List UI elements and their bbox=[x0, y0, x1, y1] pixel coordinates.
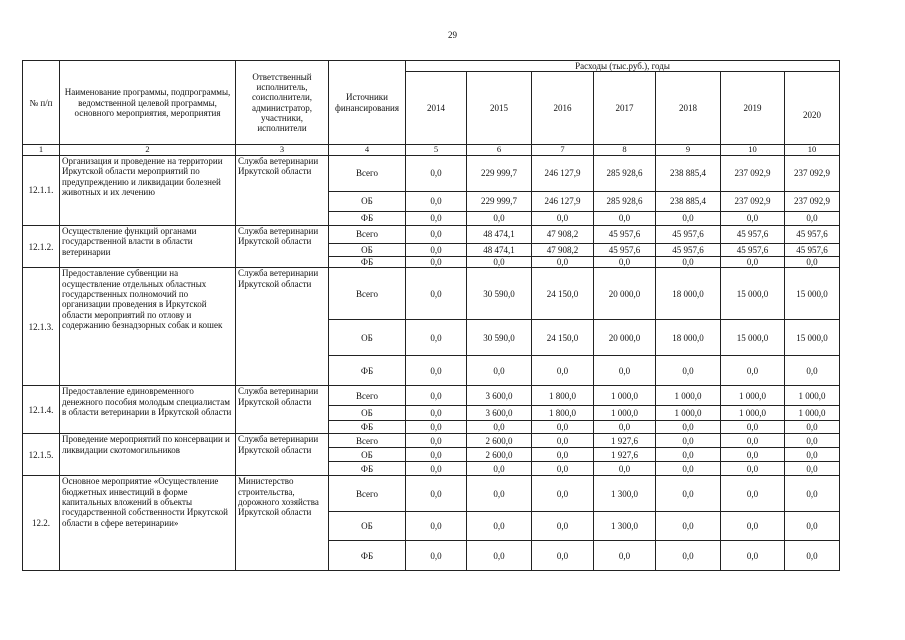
funding-source: Всего bbox=[329, 434, 406, 448]
expense-value: 1 000,0 bbox=[721, 406, 785, 421]
column-number-row bbox=[23, 145, 840, 156]
expense-value: 246 127,9 bbox=[532, 192, 594, 212]
expense-value: 0,0 bbox=[721, 356, 785, 386]
responsible-executor: Служба ветеринарии Иркутской области bbox=[236, 434, 329, 476]
row-number: 12.2. bbox=[23, 476, 60, 571]
expense-value: 45 957,6 bbox=[656, 226, 721, 244]
funding-source: Всего bbox=[329, 156, 406, 192]
expense-value: 0,0 bbox=[406, 541, 467, 571]
expense-value: 15 000,0 bbox=[721, 320, 785, 356]
expense-value: 48 474,1 bbox=[467, 226, 532, 244]
expense-value: 0,0 bbox=[656, 541, 721, 571]
funding-source: ФБ bbox=[329, 541, 406, 571]
funding-source: ОБ bbox=[329, 192, 406, 212]
expense-value: 15 000,0 bbox=[785, 320, 840, 356]
expense-value: 0,0 bbox=[406, 257, 467, 268]
expense-value: 1 000,0 bbox=[656, 406, 721, 421]
expense-value: 45 957,6 bbox=[594, 244, 656, 257]
expense-value: 47 908,2 bbox=[532, 226, 594, 244]
expense-value: 0,0 bbox=[785, 257, 840, 268]
expense-value: 0,0 bbox=[467, 541, 532, 571]
row-number: 12.1.2. bbox=[23, 226, 60, 268]
expense-value: 0,0 bbox=[656, 212, 721, 226]
table-header bbox=[23, 61, 840, 156]
activity-name: Предоставление субвенции на осуществление отдельных областных государственных полномочий по организации проведения в Иркутской области мероприятий по отлову и содержанию безнадзорных собак и кошек bbox=[60, 268, 236, 386]
expense-value: 1 000,0 bbox=[721, 386, 785, 406]
expense-value: 237 092,9 bbox=[721, 192, 785, 212]
expense-value: 0,0 bbox=[785, 476, 840, 512]
expense-value: 0,0 bbox=[406, 356, 467, 386]
expense-value: 0,0 bbox=[406, 421, 467, 434]
expense-value: 1 000,0 bbox=[785, 386, 840, 406]
table-row bbox=[23, 476, 840, 512]
expense-value: 0,0 bbox=[594, 212, 656, 226]
funding-source: ФБ bbox=[329, 212, 406, 226]
expense-value: 0,0 bbox=[594, 421, 656, 434]
expense-value: 24 150,0 bbox=[532, 320, 594, 356]
header-responsible: Ответственный исполнитель, соисполнители, администратор, участники, исполнители bbox=[236, 61, 329, 145]
expense-value: 0,0 bbox=[785, 462, 840, 476]
expense-value: 0,0 bbox=[406, 320, 467, 356]
expense-value: 0,0 bbox=[721, 257, 785, 268]
funding-source: Всего bbox=[329, 476, 406, 512]
expense-value: 1 927,6 bbox=[594, 448, 656, 462]
expense-value: 3 600,0 bbox=[467, 386, 532, 406]
expense-value: 0,0 bbox=[594, 462, 656, 476]
header-name: Наименование программы, подпрограммы, ведомственной целевой программы, основного мероприятия, мероприятия bbox=[60, 61, 236, 145]
expense-value: 0,0 bbox=[785, 434, 840, 448]
expense-value: 47 908,2 bbox=[532, 244, 594, 257]
funding-source: Всего bbox=[329, 386, 406, 406]
header-year: 2016 bbox=[532, 72, 594, 145]
expense-value: 45 957,6 bbox=[785, 244, 840, 257]
column-number: 1 bbox=[23, 145, 60, 156]
expense-value: 0,0 bbox=[656, 434, 721, 448]
responsible-executor: Служба ветеринарии Иркутской области bbox=[236, 386, 329, 434]
expense-value: 0,0 bbox=[532, 434, 594, 448]
expense-value: 0,0 bbox=[406, 448, 467, 462]
expense-value: 0,0 bbox=[785, 356, 840, 386]
expense-value: 0,0 bbox=[785, 421, 840, 434]
header-num: № п/п bbox=[23, 61, 60, 145]
activity-name: Основное мероприятие «Осуществление бюджетных инвестиций в форме капитальных вложений в объекты государственной собственности Иркутской области в сфере ветеринарии» bbox=[60, 476, 236, 571]
expense-value: 0,0 bbox=[785, 212, 840, 226]
expense-value: 45 957,6 bbox=[594, 226, 656, 244]
expense-value: 1 800,0 bbox=[532, 406, 594, 421]
funding-source: ОБ bbox=[329, 406, 406, 421]
expense-value: 0,0 bbox=[467, 476, 532, 512]
expense-value: 0,0 bbox=[656, 421, 721, 434]
column-number: 4 bbox=[329, 145, 406, 156]
expense-value: 45 957,6 bbox=[721, 226, 785, 244]
responsible-executor: Служба ветеринарии Иркутской области bbox=[236, 156, 329, 226]
expense-value: 0,0 bbox=[406, 212, 467, 226]
expense-value: 0,0 bbox=[594, 257, 656, 268]
header-year: 2020 bbox=[785, 72, 840, 145]
expense-value: 0,0 bbox=[406, 434, 467, 448]
expense-value: 0,0 bbox=[721, 476, 785, 512]
expense-value: 0,0 bbox=[656, 462, 721, 476]
expense-value: 0,0 bbox=[406, 156, 467, 192]
expense-value: 20 000,0 bbox=[594, 268, 656, 320]
expense-value: 0,0 bbox=[467, 356, 532, 386]
expense-value: 0,0 bbox=[467, 512, 532, 541]
expense-value: 1 000,0 bbox=[785, 406, 840, 421]
expense-value: 229 999,7 bbox=[467, 156, 532, 192]
funding-source: ОБ bbox=[329, 244, 406, 257]
expense-value: 237 092,9 bbox=[785, 192, 840, 212]
header-expenses: Расходы (тыс.руб.), годы bbox=[406, 61, 840, 72]
expense-value: 0,0 bbox=[785, 541, 840, 571]
expense-value: 0,0 bbox=[406, 386, 467, 406]
expense-value: 0,0 bbox=[467, 212, 532, 226]
expense-value: 1 300,0 bbox=[594, 512, 656, 541]
expense-value: 0,0 bbox=[406, 406, 467, 421]
table-row bbox=[23, 156, 840, 192]
expense-value: 0,0 bbox=[721, 462, 785, 476]
expense-value: 0,0 bbox=[594, 356, 656, 386]
expense-value: 0,0 bbox=[656, 448, 721, 462]
table-row bbox=[23, 434, 840, 448]
activity-name: Проведение мероприятий по консервации и ликвидации скотомогильников bbox=[60, 434, 236, 476]
expense-value: 1 800,0 bbox=[532, 386, 594, 406]
funding-source: Всего bbox=[329, 226, 406, 244]
header-year: 2017 bbox=[594, 72, 656, 145]
expense-value: 30 590,0 bbox=[467, 268, 532, 320]
responsible-executor: Служба ветеринарии Иркутской области bbox=[236, 268, 329, 386]
funding-source: ОБ bbox=[329, 448, 406, 462]
expense-value: 18 000,0 bbox=[656, 268, 721, 320]
funding-source: Всего bbox=[329, 268, 406, 320]
expense-value: 0,0 bbox=[721, 448, 785, 462]
funding-source: ФБ bbox=[329, 421, 406, 434]
header-year: 2018 bbox=[656, 72, 721, 145]
page-number: 29 bbox=[448, 30, 457, 40]
column-number: 10 bbox=[721, 145, 785, 156]
activity-name: Предоставление единовременного денежного пособия молодым специалистам в области ветеринарии в Иркутской области bbox=[60, 386, 236, 434]
expense-value: 0,0 bbox=[532, 421, 594, 434]
responsible-executor: Министерство строительства, дорожного хозяйства Иркутской области bbox=[236, 476, 329, 571]
table-row bbox=[23, 226, 840, 244]
expense-value: 0,0 bbox=[656, 356, 721, 386]
column-number: 8 bbox=[594, 145, 656, 156]
funding-source: ФБ bbox=[329, 257, 406, 268]
expense-value: 0,0 bbox=[406, 512, 467, 541]
expense-value: 229 999,7 bbox=[467, 192, 532, 212]
expense-value: 0,0 bbox=[532, 257, 594, 268]
activity-name: Осуществление функций органами государственной власти в области ветеринарии bbox=[60, 226, 236, 268]
expense-value: 0,0 bbox=[532, 212, 594, 226]
column-number: 3 bbox=[236, 145, 329, 156]
expense-value: 0,0 bbox=[532, 541, 594, 571]
funding-source: ФБ bbox=[329, 462, 406, 476]
expense-value: 0,0 bbox=[406, 244, 467, 257]
expense-value: 0,0 bbox=[721, 434, 785, 448]
expense-value: 48 474,1 bbox=[467, 244, 532, 257]
header-year: 2015 bbox=[467, 72, 532, 145]
expense-value: 0,0 bbox=[467, 257, 532, 268]
activity-name: Организация и проведение на территории Иркутской области мероприятий по предупреждению и ликвидации болезней животных и их лечению bbox=[60, 156, 236, 226]
expense-value: 246 127,9 bbox=[532, 156, 594, 192]
funding-source: ОБ bbox=[329, 320, 406, 356]
expense-value: 30 590,0 bbox=[467, 320, 532, 356]
header-year: 2014 bbox=[406, 72, 467, 145]
expense-value: 24 150,0 bbox=[532, 268, 594, 320]
expense-value: 285 928,6 bbox=[594, 156, 656, 192]
responsible-executor: Служба ветеринарии Иркутской области bbox=[236, 226, 329, 268]
funding-source: ФБ bbox=[329, 356, 406, 386]
expense-value: 15 000,0 bbox=[785, 268, 840, 320]
expense-value: 285 928,6 bbox=[594, 192, 656, 212]
expense-value: 3 600,0 bbox=[467, 406, 532, 421]
expense-value: 238 885,4 bbox=[656, 156, 721, 192]
expense-value: 0,0 bbox=[406, 462, 467, 476]
expense-value: 1 300,0 bbox=[594, 476, 656, 512]
expense-value: 0,0 bbox=[406, 226, 467, 244]
budget-table bbox=[22, 60, 840, 571]
expense-value: 20 000,0 bbox=[594, 320, 656, 356]
expense-value: 2 600,0 bbox=[467, 448, 532, 462]
column-number: 9 bbox=[656, 145, 721, 156]
header-source: Источники финансирования bbox=[329, 61, 406, 145]
expense-value: 45 957,6 bbox=[656, 244, 721, 257]
expense-value: 238 885,4 bbox=[656, 192, 721, 212]
expense-value: 0,0 bbox=[467, 421, 532, 434]
expense-value: 2 600,0 bbox=[467, 434, 532, 448]
row-number: 12.1.5. bbox=[23, 434, 60, 476]
expense-value: 0,0 bbox=[785, 448, 840, 462]
expense-value: 0,0 bbox=[406, 192, 467, 212]
expense-value: 0,0 bbox=[406, 268, 467, 320]
expense-value: 1 000,0 bbox=[594, 406, 656, 421]
expense-value: 0,0 bbox=[721, 212, 785, 226]
expense-value: 0,0 bbox=[532, 356, 594, 386]
row-number: 12.1.3. bbox=[23, 268, 60, 386]
column-number: 2 bbox=[60, 145, 236, 156]
expense-value: 237 092,9 bbox=[785, 156, 840, 192]
funding-source: ОБ bbox=[329, 512, 406, 541]
expense-value: 0,0 bbox=[785, 512, 840, 541]
expense-value: 18 000,0 bbox=[656, 320, 721, 356]
expense-value: 0,0 bbox=[532, 512, 594, 541]
expense-value: 1 000,0 bbox=[594, 386, 656, 406]
column-number: 5 bbox=[406, 145, 467, 156]
expense-value: 0,0 bbox=[656, 512, 721, 541]
row-number: 12.1.4. bbox=[23, 386, 60, 434]
expense-value: 0,0 bbox=[721, 421, 785, 434]
expense-value: 1 000,0 bbox=[656, 386, 721, 406]
expense-value: 15 000,0 bbox=[721, 268, 785, 320]
column-number: 6 bbox=[467, 145, 532, 156]
expense-value: 0,0 bbox=[721, 512, 785, 541]
column-number: 7 bbox=[532, 145, 594, 156]
expense-value: 0,0 bbox=[532, 448, 594, 462]
row-number: 12.1.1. bbox=[23, 156, 60, 226]
table-row bbox=[23, 268, 840, 320]
table-row bbox=[23, 386, 840, 406]
expense-value: 0,0 bbox=[656, 257, 721, 268]
expense-value: 45 957,6 bbox=[721, 244, 785, 257]
expense-value: 0,0 bbox=[721, 541, 785, 571]
expense-value: 1 927,6 bbox=[594, 434, 656, 448]
expense-value: 0,0 bbox=[467, 462, 532, 476]
column-number: 10 bbox=[785, 145, 840, 156]
expense-value: 0,0 bbox=[594, 541, 656, 571]
expense-value: 45 957,6 bbox=[785, 226, 840, 244]
expense-value: 0,0 bbox=[532, 462, 594, 476]
table-body bbox=[23, 156, 840, 571]
expense-value: 237 092,9 bbox=[721, 156, 785, 192]
expense-value: 0,0 bbox=[406, 476, 467, 512]
expense-value: 0,0 bbox=[532, 476, 594, 512]
header-year: 2019 bbox=[721, 72, 785, 145]
expense-value: 0,0 bbox=[656, 476, 721, 512]
